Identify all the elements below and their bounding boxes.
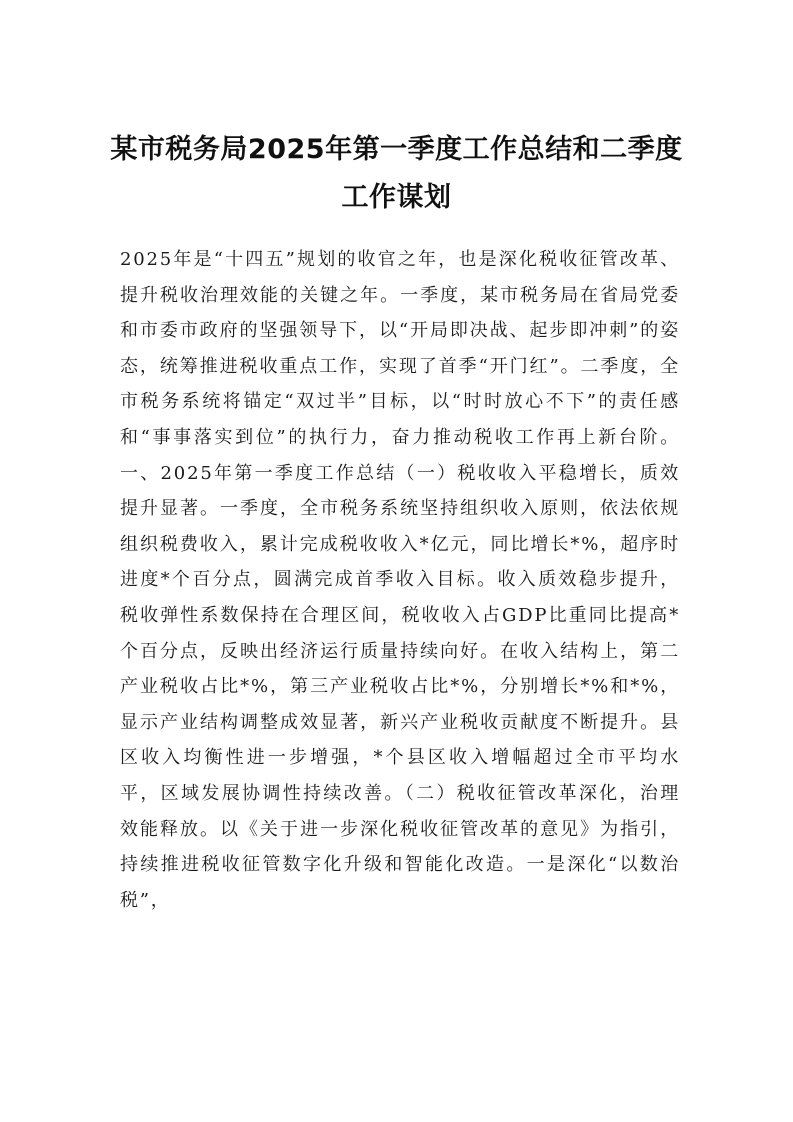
document-body: 2025年是“十四五”规划的收官之年，也是深化税收征管改革、提升税收治理效能的关键之年。一季度，某市税务局在省局党委和市委市政府的坚强领导下，以“开局即决战、起步即冲刺”的姿态，统筹推进税收重点工作，实现了首季“开门红”。二季度，全市税务系统将锚定“双过半”目标，以“时时放心不下”的责任感和“事事落实到位”的执行力，奋力推动税收工作再上新台阶。一、2025年第一季度工作总结（一）税收收入平稳增长，质效提升显著。一季度，全市税务系统坚持组织收入原则，依法依规组织税费收入，累计完成税收收入*亿元，同比增长*%，超序时进度*个百分点，圆满完成首季收入目标。收入质效稳步提升，税收弹性系数保持在合理区间，税收收入占GDP比重同比提高*个百分点，反映出经济运行质量持续向好。在收入结构上，第二产业税收占比*%，第三产业税收占比*%，分别增长*%和*%，显示产业结构调整成效显著，新兴产业税收贡献度不断提升。县区收入均衡性进一步增强，*个县区收入增幅超过全市平均水平，区域发展协调性持续改善。（二）税收征管改革深化，治理效能释放。以《关于进一步深化税收征管改革的意见》为指引，持续推进税收征管数字化升级和智能化改造。一是深化“以数治税”， — [120, 249, 680, 911]
document-title: 某市税务局2025年第一季度工作总结和二季度工作谋划 — [110, 134, 683, 213]
